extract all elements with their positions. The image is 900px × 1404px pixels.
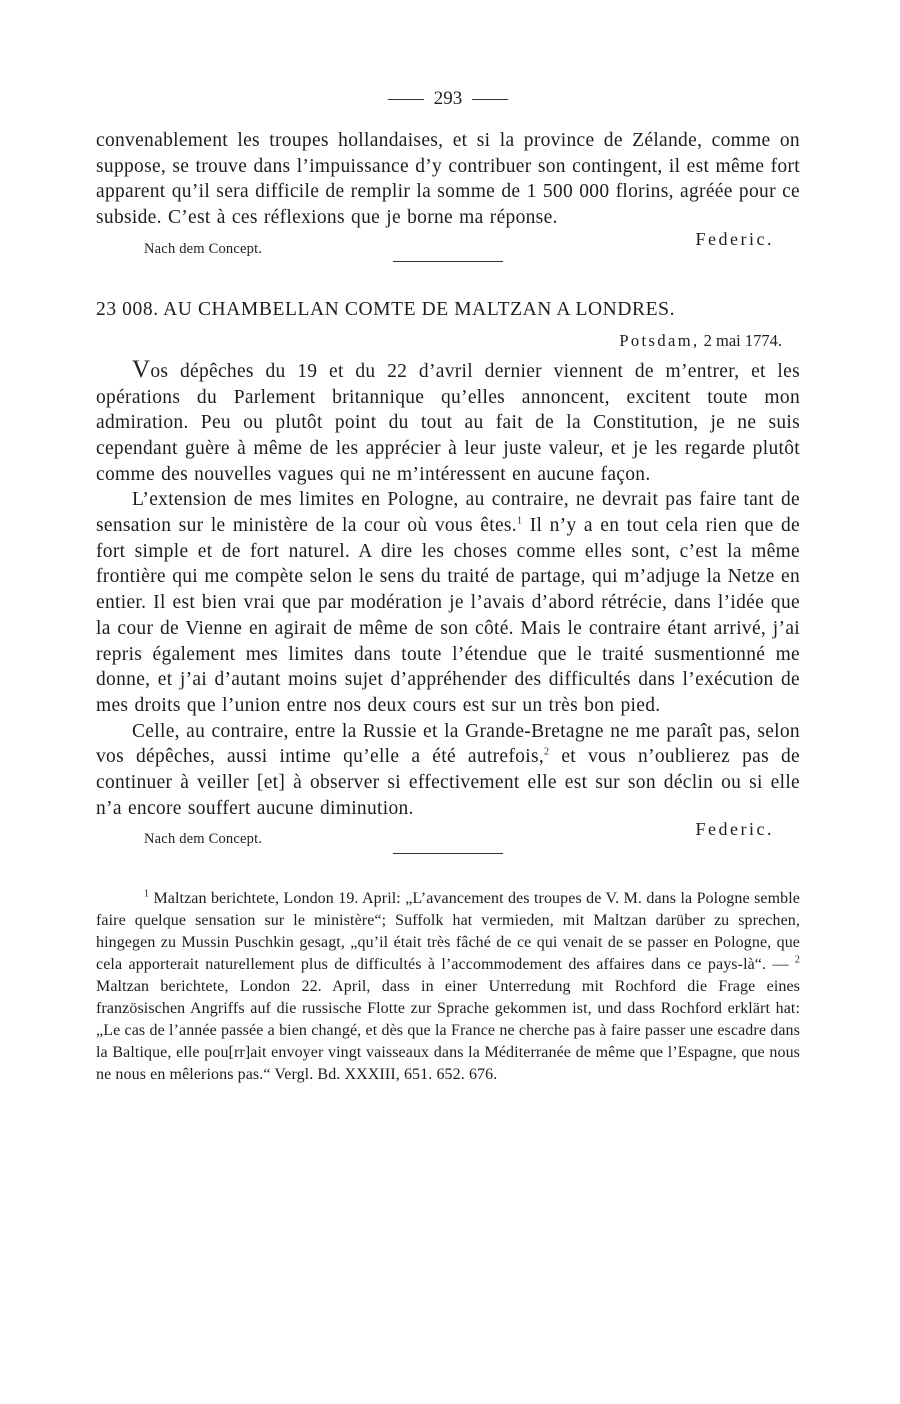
signature: Federic. xyxy=(695,819,774,840)
continuation-paragraph: convenablement les troupes hollandaises, et si la province de Zélande, comme on suppose, se trouve dans l’impuissance d’y contribuer son contingent, il est même fort apparent qu’il sera difficile de remplir la somme de 1 500 000 florins, agréée pour ce subside. C’est à ces réflexions que je borne ma réponse. xyxy=(96,130,800,229)
signature: Federic. xyxy=(695,228,774,249)
running-head xyxy=(96,84,800,114)
place-date xyxy=(96,329,800,353)
letter-number: 23 008. xyxy=(96,298,159,320)
right-dash xyxy=(472,99,508,100)
footnote-mark-2: 2 xyxy=(794,954,800,966)
letter-paragraph-1 xyxy=(96,357,800,488)
page-number: 293 xyxy=(433,88,463,109)
footnote-1-text: Maltzan berichtete, London 19. April: „L’avancement des troupes de V. M. dans la Pologne semble faire quelque sensation sur le ministère“; Suffolk hat vermieden, mit Maltzan darüber zu sprechen, hingegen zu Mussin Puschkin gesagt, „qu’il était très fâché de ce qui venait de se passer en Pologne, que cela apporterait naturellement plus de difficultés à l’accommodement des affaires dans ce pays-là“. — xyxy=(96,890,800,974)
letter-paragraph-2 xyxy=(96,487,800,718)
source-note: Nach dem Concept. xyxy=(144,240,263,257)
left-dash xyxy=(388,99,424,100)
source-note: Nach dem Concept. xyxy=(144,831,263,848)
letter-paragraph-3 xyxy=(96,719,800,822)
paragraph-2-text-a: L’extension de mes limites en Pologne, au contraire, ne devrait pas faire tant de sensation sur le ministère de la cour où vous êtes. xyxy=(96,489,800,537)
footnote-2-text: Maltzan berichtete, London 22. April, dass in einer Unterredung mit Rochford die Frage eines französischen Angriffs auf die russische Flotte zur Sprache gekommen ist, und dass Rochford erklärt hat: „Le cas de l’année passée a bien changé, et dès que la France ne cherche pas à faire passer une escadre dans la Baltique, elle pou[rr]ait envoyer vingt vaisseaux dans la Méditerranée de même que l’Espagne, que nous ne nous en mêlerions pas.“ Vergl. Bd. XXXIII, 651. 652. 676. xyxy=(96,978,800,1083)
place: Potsdam, xyxy=(619,330,700,350)
paragraph-3-text-b: et vous n’oublierez pas de continuer à veiller [et] à observer si effectivement elle est sur son déclin ou si elle n’a encore souffert aucune diminution. xyxy=(96,746,800,819)
footnote-ref-2: 2 xyxy=(544,746,550,758)
letter-closing xyxy=(96,821,800,857)
footnotes xyxy=(96,888,800,1085)
letter-heading xyxy=(96,297,800,323)
footnote-mark-1: 1 xyxy=(144,889,150,901)
document-page xyxy=(96,84,800,1086)
letter-addressee: AU CHAMBELLAN COMTE DE MALTZAN A LONDRES. xyxy=(163,298,676,320)
paragraph-3-text-a: Celle, au contraire, entre la Russie et la Grande-Bretagne ne me paraît pas, selon vos dépêches, aussi intime qu’elle a été autrefois, xyxy=(96,720,800,768)
initial-letter: V xyxy=(132,355,151,383)
paragraph-1-text: os dépêches du 19 et du 22 d’avril dernier viennent de m’entrer, et les opérations du Parlement britannique qu’elles annoncent, excitent toute mon admiration. Peu ou plutôt point du tout au fait de la Constitution, je ne suis cependant guère à même de les apprécier à leur juste valeur, et je les regarde plutôt comme des nouvelles vagues qui ne m’intéressent en aucune façon. xyxy=(96,360,800,485)
date: 2 mai 1774. xyxy=(703,330,782,350)
footnote-ref-1: 1 xyxy=(516,515,523,527)
continuation-closing xyxy=(96,228,800,267)
paragraph-2-text-b: Il n’y a en tout cela rien que de fort simple et de fort naturel. A dire les choses comme elles sont, c’est la même frontière qui me compète selon le sens du traité de partage, qui m’adjuge la Netze en entier. Il est bien vrai que par modération je l’avais d’abord rétrécie, dans l’idée que la cour de Vienne en agirait de même de son côté. Mais le contraire étant arrivé, j’ai repris également mes limites dans toute l’étendue que le traité susmentionné me donne, et j’ai d’autant moins sujet d’appréhender des difficultés dans l’exécution de mes droits que l’union entre nos deux cours est sur un très bon pied. xyxy=(96,515,801,716)
